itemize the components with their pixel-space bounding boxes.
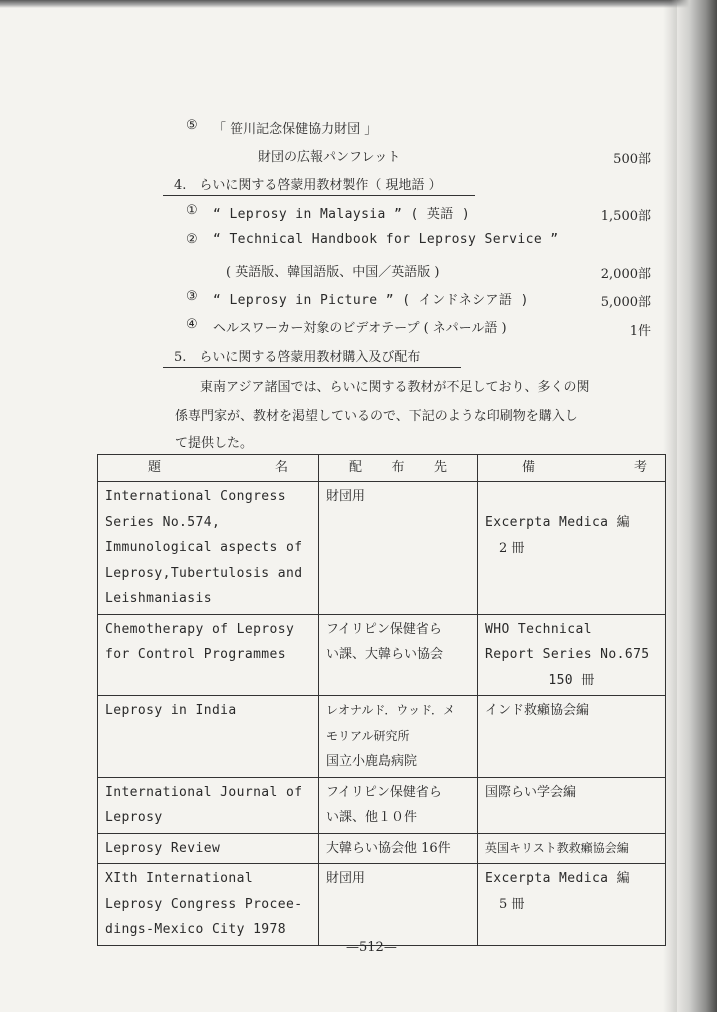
table-row: [98, 833, 666, 864]
item-text: “ Leprosy in Picture ” ( インドネシア語 ): [213, 293, 529, 308]
section-5-underline: [163, 367, 461, 368]
cell-destination: フイリピン保健省ら い課、大韓らい協会: [319, 614, 478, 696]
cell-title: XIth International Leprosy Congress Procee- dings-Mexico City 1978: [98, 864, 319, 946]
cell-destination: レオナルド．ウッド．メ モリアル研究所 国立小鹿島病院: [319, 696, 478, 778]
item-quantity: 1,500部: [600, 209, 651, 224]
section-4-underline: [163, 195, 475, 196]
item-quantity: 5,000部: [600, 295, 651, 310]
item-subtext: 財団の広報パンフレット: [258, 150, 401, 165]
cell-notes: Excerpta Medica 編 5 冊: [478, 864, 666, 946]
item-marker: ⑤: [186, 118, 198, 133]
cell-destination: 財団用: [319, 482, 478, 615]
cell-destination: フイリピン保健省ら い課、他１０件: [319, 777, 478, 833]
cell-title: International Congress Series No.574, Immunological aspects of Leprosy,Tubertulosis and Leishmaniasis: [98, 482, 319, 615]
table-row: [98, 614, 666, 696]
item-quantity: 2,000部: [600, 267, 651, 282]
cell-destination: 大韓らい協会他 16件: [319, 833, 478, 864]
section-4-heading: 4. らいに関する啓蒙用教材製作（ 現地語 ）: [174, 178, 442, 193]
table-row: [98, 696, 666, 778]
cell-title: International Journal of Leprosy: [98, 777, 319, 833]
item-marker: ④: [186, 317, 198, 332]
item-marker: ①: [186, 203, 198, 218]
table-row: [98, 777, 666, 833]
page-number: —512—: [346, 940, 397, 955]
item-text: “ Technical Handbook for Leprosy Service ”: [213, 232, 559, 247]
item-text: 「 笹川記念保健協力財団 」: [213, 122, 378, 137]
cell-title: Chemotherapy of Leprosy for Control Programmes: [98, 614, 319, 696]
item-marker: ②: [186, 232, 198, 247]
cell-notes: インド救癩協会編: [478, 696, 666, 778]
cell-title: Leprosy Review: [98, 833, 319, 864]
table-row: [98, 482, 666, 615]
header-notes: 備 考: [478, 455, 666, 482]
table-header-row: [98, 455, 666, 482]
header-destination: 配 布 先: [319, 455, 478, 482]
cell-notes: WHO Technical Report Series No.675 150 冊: [478, 614, 666, 696]
item-quantity: 1件: [629, 324, 651, 339]
scan-top-edge: [0, 0, 717, 8]
paragraph-line: て提供した。: [175, 436, 254, 451]
paragraph-line: 係専門家が、教材を渇望しているので、下記のような印刷物を購入し: [175, 409, 578, 424]
header-title: 題 名: [98, 455, 319, 482]
item-subtext: ( 英語版、韓国語版、中国／英語版 ): [226, 265, 440, 280]
table-row: [98, 864, 666, 946]
cell-notes: 英国キリスト教救癩協会編: [478, 833, 666, 864]
item-text: “ Leprosy in Malaysia ” ( 英語 ): [213, 207, 471, 222]
cell-title: Leprosy in India: [98, 696, 319, 778]
item-marker: ③: [186, 289, 198, 304]
materials-table: [97, 454, 666, 946]
item-quantity: 500部: [613, 152, 651, 167]
item-text: ヘルスワーカー対象のビデオテープ ( ネパール語 ): [213, 321, 507, 336]
cell-notes: 国際らい学会編: [478, 777, 666, 833]
cell-notes: Excerpta Medica 編 2 冊: [478, 482, 666, 615]
scan-right-edge: [671, 0, 717, 1012]
section-5-heading: 5. らいに関する啓蒙用教材購入及び配布: [174, 350, 421, 365]
cell-destination: 財団用: [319, 864, 478, 946]
paragraph-line: 東南アジア諸国では、らいに関する教材が不足しており、多くの関: [200, 380, 590, 395]
